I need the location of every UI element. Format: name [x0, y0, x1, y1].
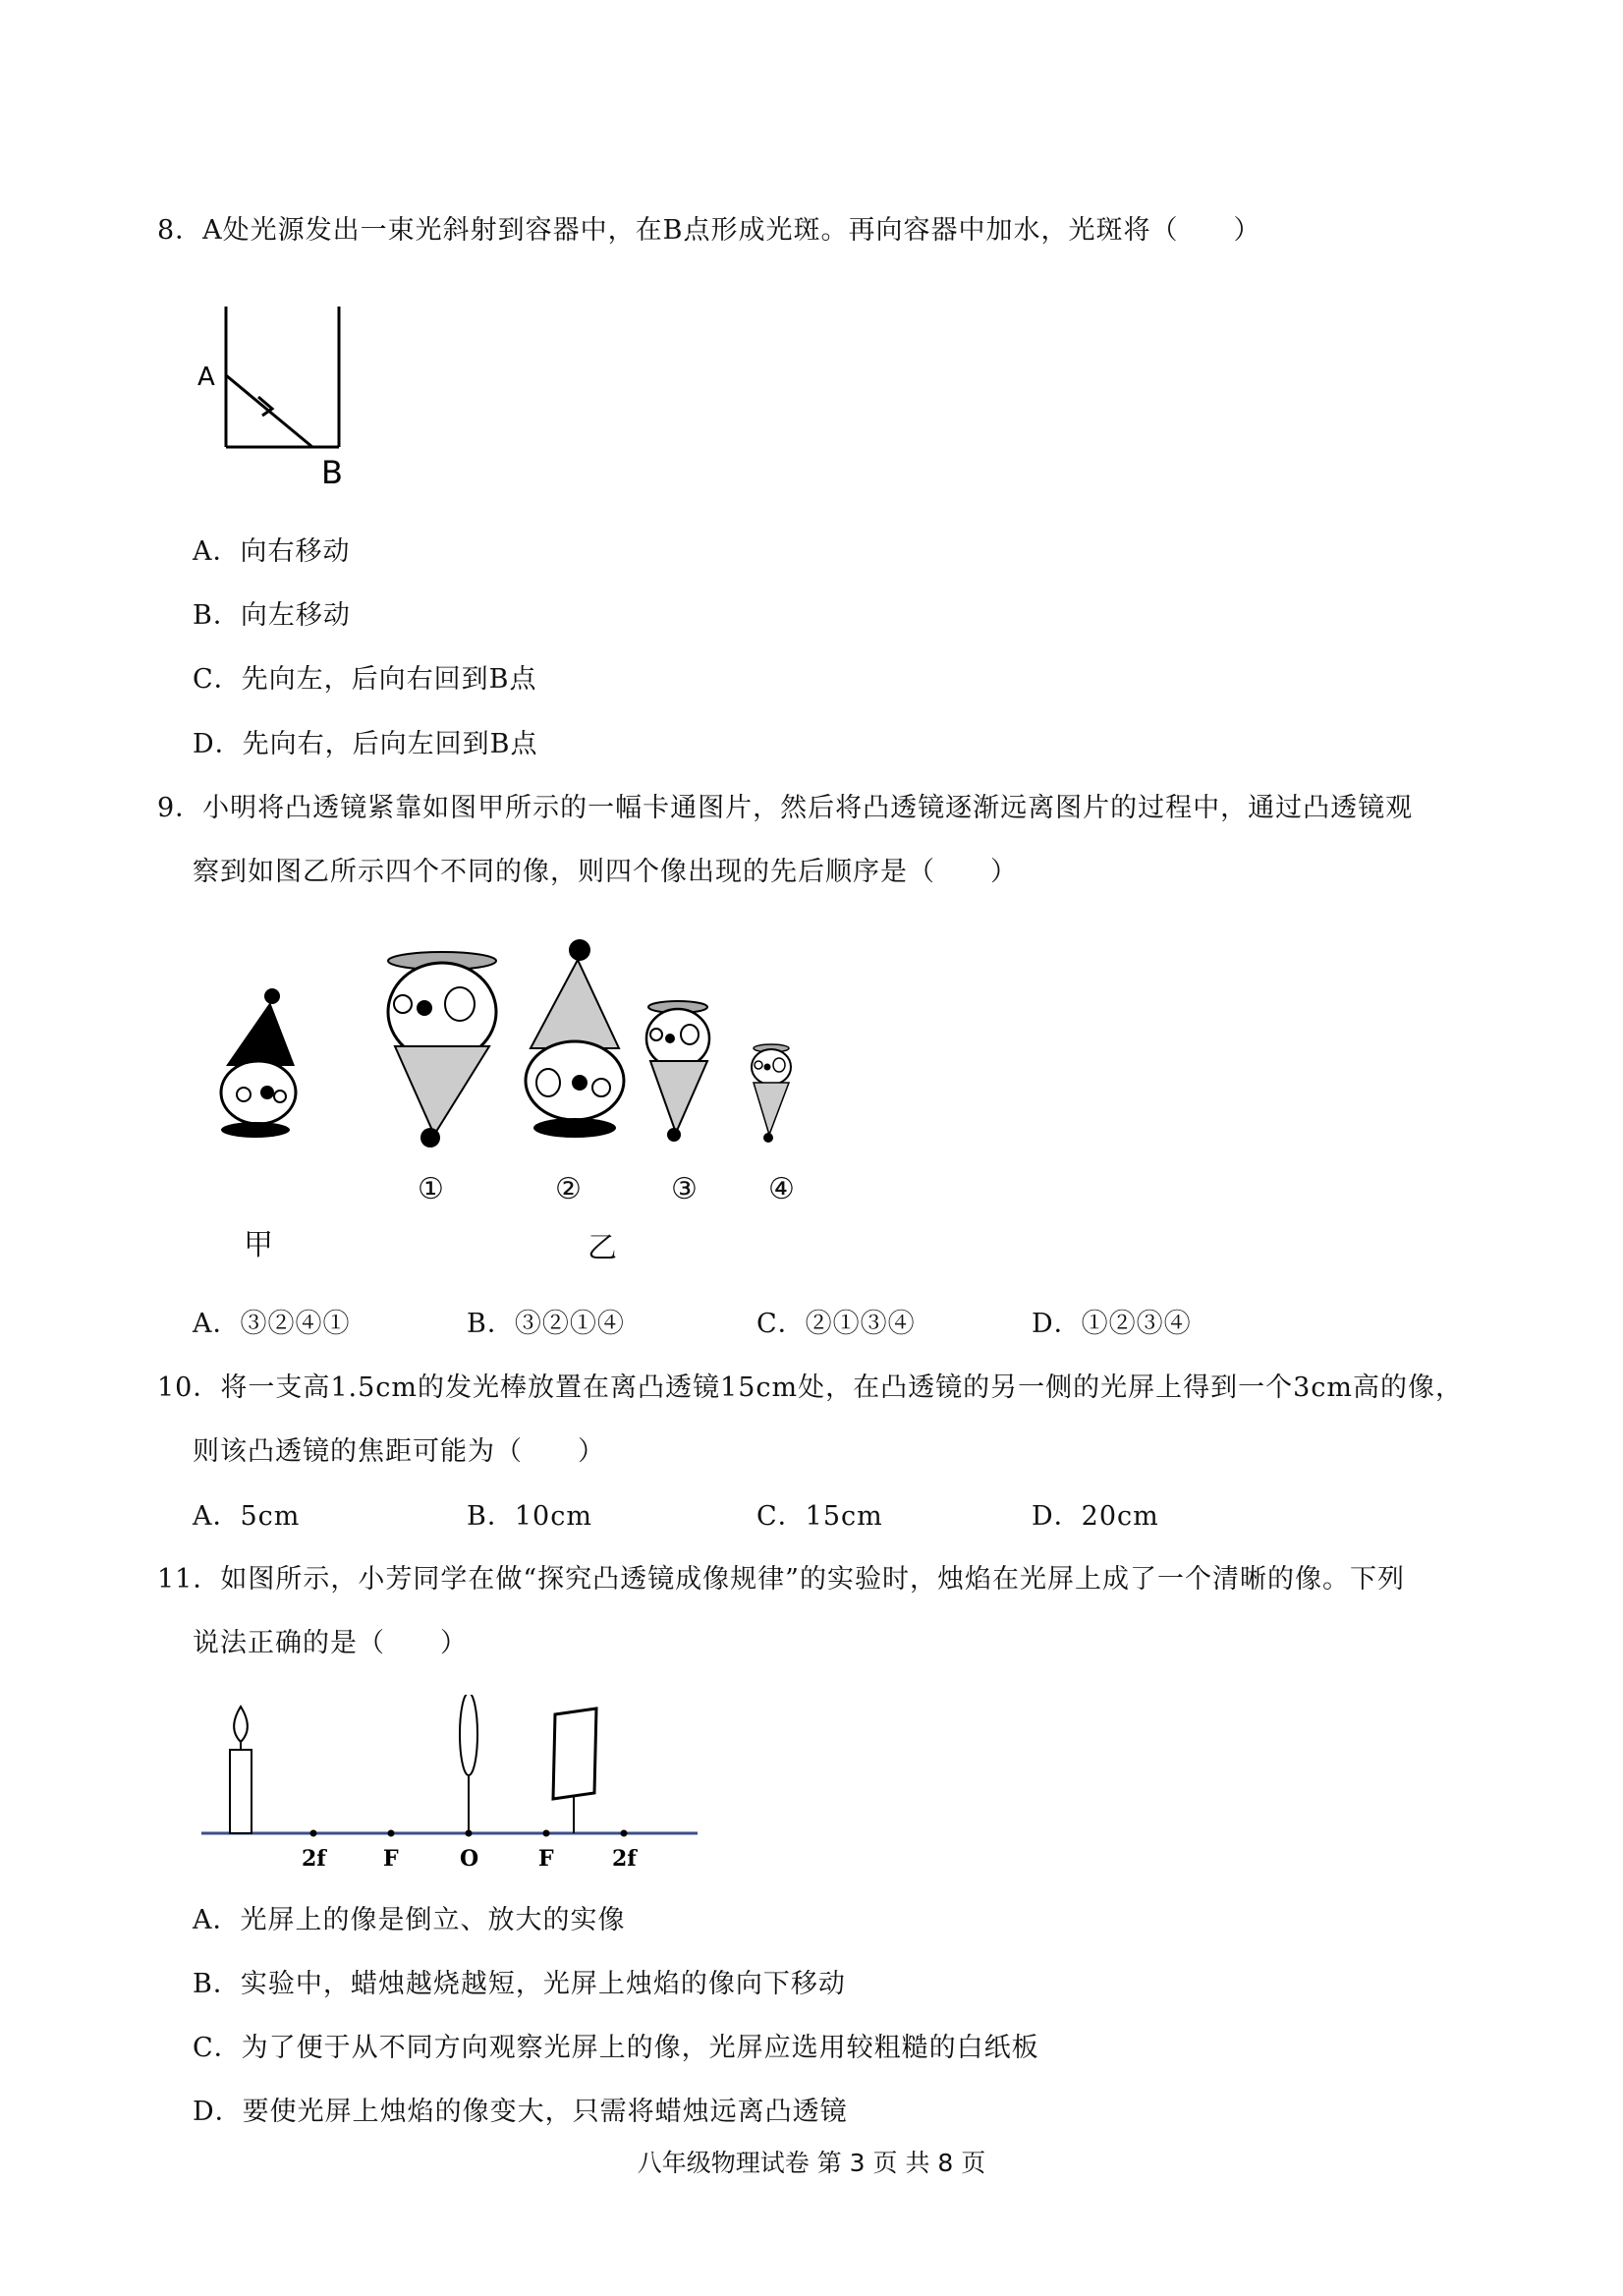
q10-option-b: B．10cm — [467, 1501, 592, 1532]
q8-stem: 8．A处光源发出一束光斜射到容器中，在B点形成光斑。再向容器中加水，光斑将（ ） — [157, 215, 1261, 246]
q9-stem-line2: 察到如图乙所示四个不同的像，则四个像出现的先后顺序是（ ） — [193, 857, 1018, 887]
q9-image-label-2: ② — [555, 1172, 582, 1206]
q11-axis-label-o: O — [460, 1846, 479, 1872]
q8-label-b: B — [321, 454, 343, 491]
q9-caption-jia: 甲 — [244, 1228, 273, 1262]
q11-stem-line2: 说法正确的是（ ） — [193, 1628, 468, 1658]
q11-option-c: C．为了便于从不同方向观察光屏上的像，光屏应选用较粗糙的白纸板 — [193, 2033, 1039, 2063]
q10-option-a: A．5cm — [193, 1501, 301, 1532]
q10-stem-line2: 则该凸透镜的焦距可能为（ ） — [193, 1436, 605, 1467]
q9-figure-image-3 — [639, 997, 717, 1145]
q9-image-label-1: ① — [418, 1172, 444, 1206]
q9-figure-image-2 — [511, 935, 639, 1147]
q11-option-a: A．光屏上的像是倒立、放大的实像 — [193, 1905, 626, 1935]
q9-figure-jia-clown — [201, 982, 309, 1149]
q10-stem-line1: 10．将一支高1.5cm的发光棒放置在离凸透镜15cm处，在凸透镜的另一侧的光屏上得到一个3cm高的像， — [157, 1372, 1464, 1403]
q9-option-c: C．②①③④ — [756, 1309, 916, 1339]
q9-option-b: B．③②①④ — [467, 1309, 625, 1339]
q8-option-d: D．先向右，后向左回到B点 — [193, 729, 538, 759]
q9-option-d: D．①②③④ — [1032, 1309, 1192, 1339]
q11-optical-bench-figure — [192, 1695, 702, 1881]
q8-container-figure — [192, 295, 368, 501]
q11-axis-label-f-right: F — [538, 1846, 554, 1872]
q11-axis-label-2f-left: 2f — [302, 1846, 326, 1872]
q9-option-a: A．③②④① — [193, 1309, 351, 1339]
q8-option-a: A．向右移动 — [193, 536, 351, 567]
q9-figure-image-1 — [373, 943, 511, 1154]
q10-option-d: D．20cm — [1032, 1501, 1159, 1532]
q8-option-c: C．先向左，后向右回到B点 — [193, 664, 537, 695]
page-footer: 八年级物理试卷 第 3 页 共 8 页 — [637, 2149, 986, 2177]
q11-option-b: B．实验中，蜡烛越烧越短，光屏上烛焰的像向下移动 — [193, 1969, 846, 1999]
q9-caption-yi: 乙 — [588, 1231, 617, 1265]
q11-stem-line1: 11．如图所示，小芳同学在做“探究凸透镜成像规律”的实验时，烛焰在光屏上成了一个清晰的像。下列 — [157, 1564, 1405, 1595]
q10-option-c: C．15cm — [756, 1501, 883, 1532]
q8-option-b: B．向左移动 — [193, 600, 351, 631]
q11-axis-label-2f-right: 2f — [612, 1846, 637, 1872]
q9-stem-line1: 9．小明将凸透镜紧靠如图甲所示的一幅卡通图片，然后将凸透镜逐渐远离图片的过程中，通过凸透镜观 — [157, 793, 1414, 823]
q9-image-label-4: ④ — [768, 1172, 795, 1206]
q11-option-d: D．要使光屏上烛焰的像变大，只需将蜡烛远离凸透镜 — [193, 2097, 848, 2127]
q9-image-label-3: ③ — [671, 1172, 698, 1206]
q11-axis-label-f-left: F — [383, 1846, 399, 1872]
q8-label-a: A — [197, 363, 215, 392]
q9-figure-image-4 — [742, 1041, 801, 1149]
